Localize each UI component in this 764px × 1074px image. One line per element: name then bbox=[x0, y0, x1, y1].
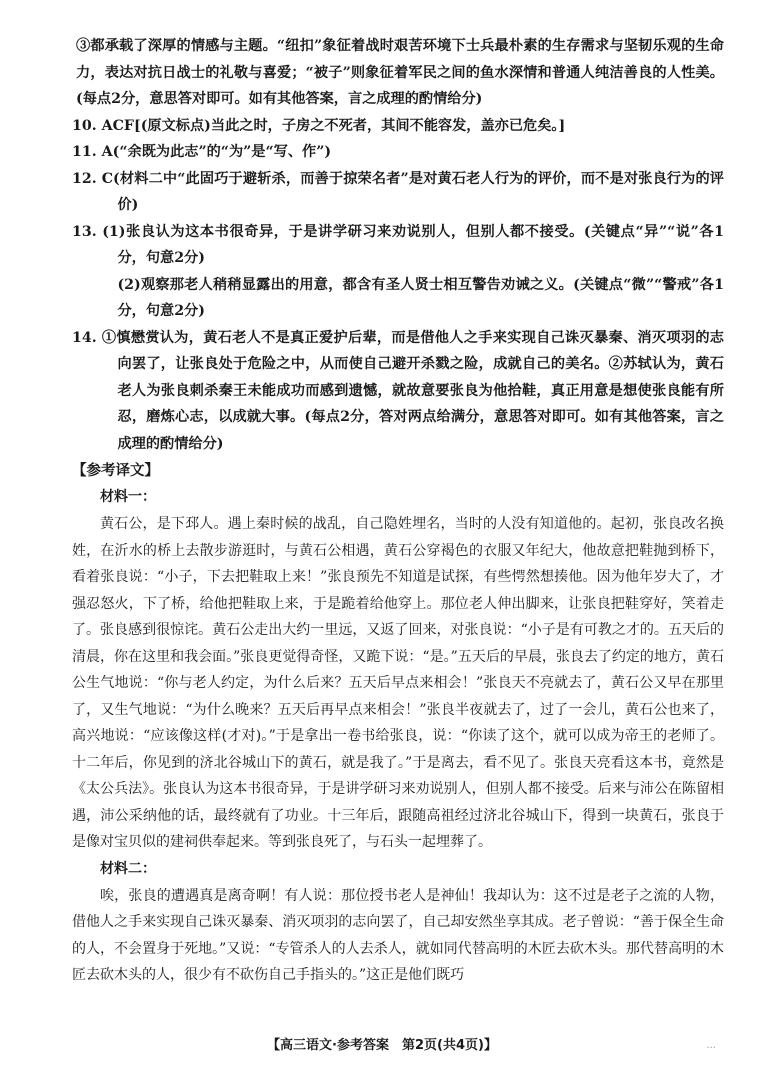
answer-14: 14. ①慎懋赏认为，黄石老人不是真正爱护后辈，而是借他人之手来实现自己诛灭暴秦、消灭项羽的志向罢了，让张良处于危险之中，从而使自己避开杀戮之险，成就自己的美名。②苏轼认为，黄石老人为张良刺杀秦王未能成功而感到遗憾，就故意要张良为他拾鞋，真正用意是想使张良能有所忍，磨炼心志，以成就大事。(每点2分，答对两点给满分，意思答对即可。如有其他答案，言之成理的酌情给分) bbox=[72, 329, 724, 452]
answer-11: 11. A(“余既为此志”的“为”是“写、作”) bbox=[72, 144, 332, 160]
page-footer: 【高三语文·参考答案 第2页(共4页)】 bbox=[267, 1038, 497, 1053]
answer-12: 12. C(材料二中“此固巧于避斩杀，而善于掠荣名者”是对黄石老人行为的评价，而不是对张良行为的评价) bbox=[72, 170, 724, 213]
answer-section bbox=[72, 33, 724, 457]
corner-mark: ... bbox=[706, 1040, 716, 1051]
material-2-text: 唉，张良的遭遇真是离奇啊！有人说：那位授书老人是神仙！我却认为：这不过是老子之流的人物，借他人之手来实现自己诛灭暴秦、消灭项羽的志向罢了，自己却安然坐享其成。老子曾说：“善于保全生命的人，不会置身于死地。”又说：“专管杀人的人去杀人，就如同代替高明的木匠去砍木头。那代替高明的木匠去砍木头的人，很少有不砍伤自己手指头的。”这正是他们既巧 bbox=[72, 887, 724, 983]
material-1-title: 材料一： bbox=[100, 489, 156, 505]
answer-13-part-1: 13. (1)张良认为这本书很奇异，于是讲学研习来劝说别人，但别人都不接受。(关键点“异”“说”各1分，句意2分) bbox=[72, 223, 724, 266]
material-2-title: 材料二： bbox=[100, 860, 156, 877]
answer-9-continued: ③都承载了深厚的情感与主题。“纽扣”象征着战时艰苦环境下士兵最朴素的生存需求与坚韧乐观的生命力，表达对抗日战士的礼敬与喜爱；“被子”则象征着军民之间的鱼水深情和普通人纯洁善良的人性美。(每点2分，意思答对即可。如有其他答案，言之成理的酌情给分) bbox=[76, 38, 724, 107]
answer-13-part-2: (2)观察那老人稍稍显露出的用意，都含有圣人贤士相互警告劝诫之义。(关键点“微”“警戒”各1分，句意2分) bbox=[117, 276, 724, 319]
translation-section bbox=[72, 457, 724, 989]
material-1-text: 黄石公，是下邳人。遇上秦时候的战乱，自己隐姓埋名，当时的人没有知道他的。起初，张良改名换姓，在沂水的桥上去散步游逛时，与黄石公相遇，黄石公穿褐色的衣服又年纪大，他故意把鞋抛到桥下，看着张良说：“小子，下去把鞋取上来！”张良预先不知道是试探，有些愕然想揍他。因为他年岁大了，才强忍怒火，下了桥，给他把鞋取上来，于是跪着给他穿上。那位老人伸出脚来，让张良把鞋穿好，笑着走了。张良感到很惊诧。黄石公走出大约一里远，又返了回来，对张良说：“小子是有可教之才的。五天后的清晨，你在这里和我会面。”张良更觉得奇怪，又跪下说：“是。”五天后的早晨，张良去了约定的地方，黄石公生气地说：“你与老人约定，为什么后来？五天后早点来相会！”张良天不亮就去了，黄石公又早在那里了，又生气地说：“为什么晚来？五天后再早点来相会！”张良半夜就去了，过了一会儿，黄石公也来了，高兴地说：“应该像这样(才对)。”于是拿出一卷书给张良，说：“你读了这个，就可以成为帝王的老师了。十二年后，你见到的济北谷城山下的黄石，就是我了。”于是离去，看不见了。张良天亮看这本书，竟然是《太公兵法》。张良认为这本书很奇异，于是讲学研习来劝说别人，但别人都不接受。后来与沛公在陈留相遇，沛公采纳他的话，最终就有了功业。十三年后，跟随高祖经过济北谷城山下，得到一块黄石，张良于是像对宝贝似的建祠供奉起来。等到张良死了，与石头一起埋葬了。 bbox=[72, 516, 724, 850]
answer-10: 10. ACF[(原文标点)当此之时，子房之不死者，其间不能容发，盖亦已危矣。] bbox=[72, 117, 566, 134]
translation-heading: 【参考译文】 bbox=[72, 462, 159, 479]
